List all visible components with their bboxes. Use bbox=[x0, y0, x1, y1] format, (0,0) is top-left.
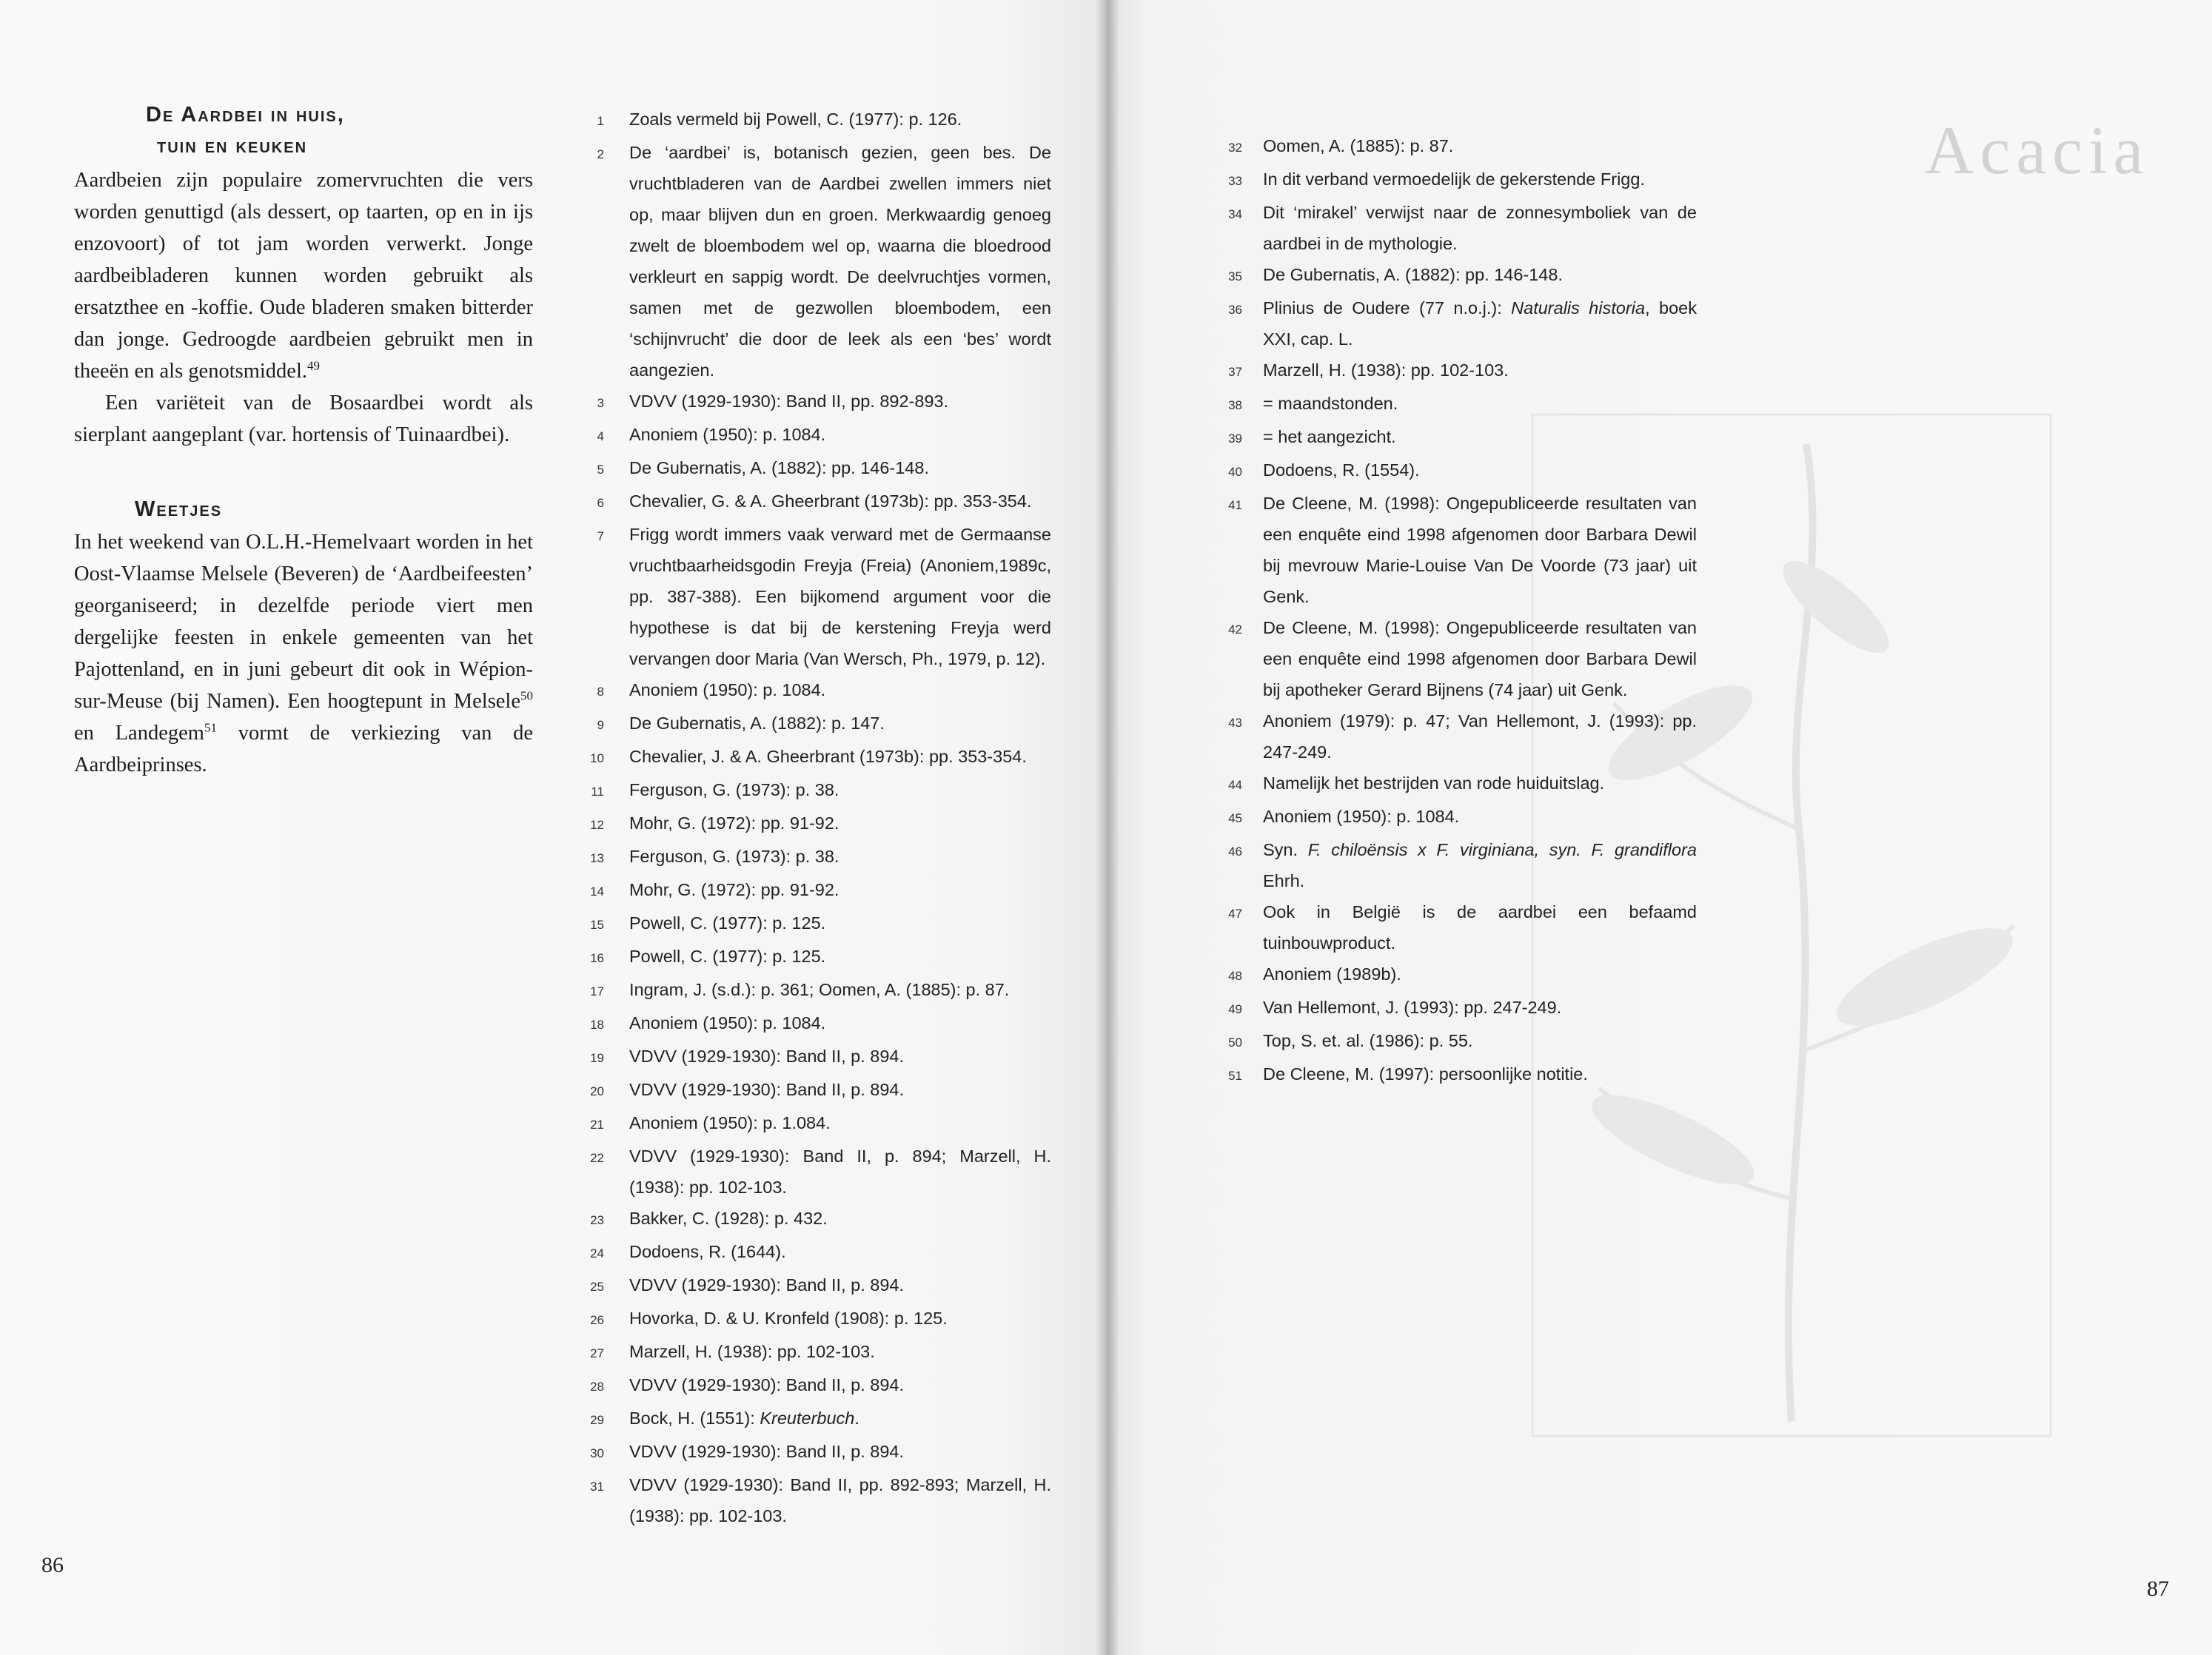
footnote bbox=[585, 486, 1051, 519]
footnote bbox=[585, 1236, 1051, 1269]
footnote-text-main: Anoniem (1989b). bbox=[1263, 964, 1401, 984]
footnote-text bbox=[629, 941, 1051, 972]
footnote bbox=[1223, 612, 1697, 705]
paragraph-festivals bbox=[74, 526, 533, 781]
footnote-number: 25 bbox=[590, 1280, 604, 1294]
footnote-text-main: De Cleene, M. (1998): Ongepubliceerde resultaten van een enquête eind 1998 afgenomen door Barbara Dewil bij mevrouw Marie-Louise Van De Voorde (73 jaar) uit Genk. bbox=[1263, 494, 1697, 606]
footnote bbox=[585, 1469, 1051, 1531]
footnote-italic-title: F. chiloënsis x F. virginiana, syn. F. grandiflora bbox=[1307, 840, 1697, 859]
footnote-number: 14 bbox=[590, 884, 604, 899]
notes-column-left bbox=[585, 104, 1051, 1531]
footnote-text-main: Bakker, C. (1928): p. 432. bbox=[629, 1209, 828, 1228]
footnote-text bbox=[1263, 801, 1697, 832]
paragraph-festivals-text-b: en Landegem bbox=[74, 722, 204, 745]
footnote-text bbox=[1263, 768, 1697, 799]
footnote-number: 23 bbox=[590, 1213, 604, 1227]
footnote-number: 16 bbox=[590, 951, 604, 965]
footnote bbox=[1223, 197, 1697, 259]
footnote-text bbox=[1263, 705, 1697, 768]
footnote bbox=[585, 452, 1051, 486]
footnote-text bbox=[629, 452, 1051, 483]
footnote-text-main: = maandstonden. bbox=[1263, 394, 1398, 413]
footnote-number: 32 bbox=[1228, 141, 1242, 155]
footnote-number: 24 bbox=[590, 1246, 604, 1260]
footnote-number: 41 bbox=[1228, 498, 1242, 512]
footnote-number: 15 bbox=[590, 918, 604, 932]
footnote-text bbox=[1263, 834, 1697, 896]
paragraph-variety: Een variëteit van de Bosaardbei wordt als sierplant aangeplant (var. hortensis of Tuinaardbei). bbox=[74, 392, 533, 446]
footnote bbox=[585, 137, 1051, 386]
footnote-number: 1 bbox=[597, 114, 604, 128]
footnote-number: 30 bbox=[590, 1446, 604, 1460]
footnote-text-main: Zoals vermeld bij Powell, C. (1977): p. 126. bbox=[629, 110, 962, 129]
footnote-text bbox=[629, 486, 1051, 517]
footnote-text bbox=[1263, 292, 1697, 355]
footnote bbox=[1223, 801, 1697, 834]
footnote-number: 5 bbox=[597, 463, 604, 477]
footnote-text-main: De Gubernatis, A. (1882): pp. 146-148. bbox=[1263, 265, 1563, 284]
footnote-text-main: Marzell, H. (1938): pp. 102-103. bbox=[1263, 360, 1509, 380]
footnote-italic-title: Kreuterbuch bbox=[760, 1409, 855, 1428]
footnote-text-main: De Gubernatis, A. (1882): pp. 146-148. bbox=[629, 458, 929, 477]
footnote-number: 49 bbox=[1228, 1002, 1242, 1016]
footnote-text-after: . bbox=[854, 1409, 859, 1428]
footnote-number: 50 bbox=[1228, 1035, 1242, 1050]
footnote-number: 38 bbox=[1228, 398, 1242, 412]
footnote-text bbox=[1263, 259, 1697, 290]
footnote bbox=[585, 1269, 1051, 1303]
footnote-text-main: VDVV (1929-1930): Band II, p. 894. bbox=[629, 1047, 905, 1066]
footnote-text bbox=[629, 808, 1051, 839]
footnote-number: 48 bbox=[1228, 969, 1242, 983]
footnote bbox=[1223, 896, 1697, 959]
footnote bbox=[585, 519, 1051, 674]
footnote-text-main: Chevalier, J. & A. Gheerbrant (1973b): pp. 353-354. bbox=[629, 747, 1027, 766]
footnote-text bbox=[629, 519, 1051, 674]
footnote-ref: 49 bbox=[307, 358, 320, 373]
footnote-text-main: VDVV (1929-1930): Band II, pp. 892-893; Marzell, H. (1938): pp. 102-103. bbox=[629, 1475, 1051, 1525]
footnote-text bbox=[629, 907, 1051, 939]
footnote-number: 37 bbox=[1228, 365, 1242, 379]
main-text-column bbox=[74, 99, 533, 781]
footnote-text-main: Anoniem (1950): p. 1.084. bbox=[629, 1113, 831, 1132]
footnote bbox=[585, 741, 1051, 774]
footnote-text-main: Hovorka, D. & U. Kronfeld (1908): p. 125. bbox=[629, 1309, 948, 1328]
footnote bbox=[585, 1303, 1051, 1336]
footnote-text bbox=[1263, 488, 1697, 612]
footnote-number: 31 bbox=[590, 1480, 604, 1494]
footnote bbox=[585, 974, 1051, 1007]
paragraph-uses-text: Aardbeien zijn populaire zomervruchten die vers worden genuttigd (als dessert, op taarten, op en in ijs enzovoort) of tot jam worden verwerkt. Jonge aardbeibladeren kunnen worden gebruikt als ersatzthee en -koffie. Oude bladeren smaken bitterder dan jonge. Gedroogde aardbeien gebruikt men in theeën en als genotsmiddel. bbox=[74, 169, 533, 383]
footnote-number: 21 bbox=[590, 1118, 604, 1132]
footnote-text-main: Anoniem (1950): p. 1084. bbox=[629, 425, 826, 444]
footnote-text bbox=[629, 419, 1051, 450]
footnote bbox=[585, 774, 1051, 808]
footnote-number: 4 bbox=[597, 429, 604, 443]
footnote bbox=[585, 1074, 1051, 1107]
footnote-number: 13 bbox=[590, 851, 604, 865]
footnote-text-main: Van Hellemont, J. (1993): pp. 247-249. bbox=[1263, 998, 1562, 1017]
footnote-number: 40 bbox=[1228, 465, 1242, 479]
footnote-text bbox=[1263, 612, 1697, 705]
footnote-number: 27 bbox=[590, 1346, 604, 1360]
footnote-number: 43 bbox=[1228, 716, 1242, 730]
footnote-text-main: Anoniem (1950): p. 1084. bbox=[629, 1013, 826, 1033]
footnote bbox=[1223, 834, 1697, 896]
footnote-text-main: De Gubernatis, A. (1882): p. 147. bbox=[629, 714, 885, 733]
footnote bbox=[585, 674, 1051, 708]
footnote-text bbox=[629, 1336, 1051, 1367]
footnote-text-main: Oomen, A. (1885): p. 87. bbox=[1263, 136, 1454, 155]
footnote-text bbox=[1263, 1058, 1697, 1090]
footnote-text bbox=[629, 1436, 1051, 1467]
footnote bbox=[585, 1007, 1051, 1041]
footnote-number: 36 bbox=[1228, 303, 1242, 317]
footnote bbox=[1223, 130, 1697, 164]
footnote bbox=[1223, 292, 1697, 355]
footnote-text-main: = het aangezicht. bbox=[1263, 427, 1396, 446]
footnote bbox=[1223, 259, 1697, 292]
footnote-number: 18 bbox=[590, 1018, 604, 1032]
notes-column-right bbox=[1223, 130, 1697, 1092]
footnote-text bbox=[1263, 130, 1697, 161]
footnote-number: 28 bbox=[590, 1380, 604, 1394]
footnote-text-main: De Cleene, M. (1998): Ongepubliceerde resultaten van een enquête eind 1998 afgenomen door Barbara Dewil bij apotheker Gerard Bijnens (74 jaar) uit Genk. bbox=[1263, 618, 1697, 699]
footnote-text-main: Anoniem (1950): p. 1084. bbox=[629, 680, 826, 699]
footnote-number: 45 bbox=[1228, 811, 1242, 825]
footnote bbox=[585, 1436, 1051, 1469]
footnote-text-main: Mohr, G. (1972): pp. 91-92. bbox=[629, 880, 839, 899]
footnote-text bbox=[629, 1303, 1051, 1334]
footnote-text bbox=[629, 841, 1051, 872]
footnote-text-main: VDVV (1929-1930): Band II, pp. 892-893. bbox=[629, 392, 949, 411]
footnote-text bbox=[629, 741, 1051, 772]
footnote-text-main: VDVV (1929-1930): Band II, p. 894. bbox=[629, 1442, 905, 1461]
footnote-number: 2 bbox=[597, 147, 604, 161]
footnote bbox=[585, 1041, 1051, 1074]
footnote-number: 47 bbox=[1228, 907, 1242, 921]
footnote-text-main: Namelijk het bestrijden van rode huiduitslag. bbox=[1263, 773, 1605, 793]
section-heading-strawberry-home: De Aardbei in huis, bbox=[146, 103, 345, 127]
footnote-text bbox=[1263, 197, 1697, 259]
footnote-text bbox=[1263, 164, 1697, 195]
footnote-text-main: Frigg wordt immers vaak verward met de Germaanse vruchtbaarheidsgodin Freyja (Freia) (Anoniem,1989c, pp. 387-388). Een bijkomend argument voor die hypothese is dat bij de kerstening Freyja werd vervangen door Maria (Van Wersch, Ph., 1979, p. 12). bbox=[629, 525, 1051, 668]
footnote bbox=[1223, 959, 1697, 992]
section-heading-strawberry-home-line2: tuin en keuken bbox=[157, 134, 308, 158]
footnote-italic-title: Naturalis historia bbox=[1511, 298, 1646, 318]
page-number-left: 86 bbox=[41, 1553, 64, 1577]
footnote-text-main: Ferguson, G. (1973): p. 38. bbox=[629, 847, 839, 866]
footnote-text bbox=[629, 1236, 1051, 1267]
footnote-text-main: Anoniem (1979): p. 47; Van Hellemont, J. (1993): pp. 247-249. bbox=[1263, 711, 1697, 762]
footnote-text bbox=[1263, 959, 1697, 990]
footnote-number: 19 bbox=[590, 1051, 604, 1065]
footnote-number: 51 bbox=[1228, 1069, 1242, 1083]
footnote-text-main: Syn. bbox=[1263, 840, 1308, 859]
footnote-number: 44 bbox=[1228, 778, 1242, 792]
footnote bbox=[585, 1203, 1051, 1236]
footnote-text bbox=[629, 386, 1051, 417]
footnote-number: 8 bbox=[597, 685, 604, 699]
footnote-number: 20 bbox=[590, 1084, 604, 1098]
footnote bbox=[585, 419, 1051, 452]
footnote-text bbox=[629, 1041, 1051, 1072]
footnote bbox=[585, 708, 1051, 741]
footnote-number: 6 bbox=[597, 496, 604, 510]
footnote-ref: 51 bbox=[204, 720, 217, 735]
footnote-text-main: Ook in België is de aardbei een befaamd tuinbouwproduct. bbox=[1263, 902, 1697, 953]
footnote bbox=[585, 104, 1051, 137]
footnote-text bbox=[1263, 388, 1697, 419]
paragraph-festivals-text-a: In het weekend van O.L.H.-Hemelvaart worden in het Oost-Vlaamse Melsele (Beveren) de ‘Aardbeifeesten’ georganiseerd; in dezelfde periode viert men dergelijke feesten in enkele gemeenten van het Pajottenland, en in juni gebeurt dit ook in Wépion-sur-Meuse (bij Namen). Een hoogtepunt in Melsele bbox=[74, 531, 533, 713]
footnote bbox=[585, 874, 1051, 907]
footnote-text-main: Dit ‘mirakel’ verwijst naar de zonnesymboliek van de aardbei in de mythologie. bbox=[1263, 203, 1697, 253]
footnote-number: 7 bbox=[597, 529, 604, 543]
footnote-number: 3 bbox=[597, 396, 604, 410]
footnote bbox=[585, 907, 1051, 941]
footnote-text bbox=[629, 1469, 1051, 1531]
footnote-number: 9 bbox=[597, 718, 604, 732]
footnote-number: 35 bbox=[1228, 269, 1242, 283]
footnote bbox=[585, 808, 1051, 841]
footnote-number: 11 bbox=[591, 785, 604, 799]
footnote bbox=[1223, 768, 1697, 801]
footnote-number: 29 bbox=[590, 1413, 604, 1427]
footnote-text bbox=[629, 1403, 1051, 1434]
footnote-number: 34 bbox=[1228, 207, 1242, 221]
footnote-text-main: Ingram, J. (s.d.): p. 361; Oomen, A. (1885): p. 87. bbox=[629, 980, 1010, 999]
show-through-title: Acacia bbox=[1925, 113, 2150, 188]
footnote-number: 26 bbox=[590, 1313, 604, 1327]
footnote-text bbox=[629, 974, 1051, 1005]
footnote-text-main: VDVV (1929-1930): Band II, p. 894. bbox=[629, 1375, 905, 1394]
footnote bbox=[1223, 454, 1697, 488]
footnote-text bbox=[1263, 355, 1697, 386]
footnote-number: 12 bbox=[590, 818, 604, 832]
footnote-number: 10 bbox=[590, 751, 604, 765]
section-heading-weetjes: Weetjes bbox=[135, 497, 223, 521]
footnote-text bbox=[629, 674, 1051, 705]
footnote-text-main: Ferguson, G. (1973): p. 38. bbox=[629, 780, 839, 799]
footnote-text bbox=[629, 874, 1051, 905]
footnote bbox=[1223, 355, 1697, 388]
footnote-text-main: Anoniem (1950): p. 1084. bbox=[1263, 807, 1460, 826]
footnote-text-main: Dodoens, R. (1644). bbox=[629, 1242, 786, 1261]
footnote-text-main: Bock, H. (1551): bbox=[629, 1409, 760, 1428]
footnote-text-main: Powell, C. (1977): p. 125. bbox=[629, 913, 826, 933]
footnote bbox=[585, 941, 1051, 974]
footnote-text-main: VDVV (1929-1930): Band II, p. 894. bbox=[629, 1080, 905, 1099]
footnote bbox=[1223, 488, 1697, 612]
footnote-number: 39 bbox=[1228, 432, 1242, 446]
footnote-text-main: VDVV (1929-1930): Band II, p. 894. bbox=[629, 1275, 905, 1295]
footnote-text-main: Plinius de Oudere (77 n.o.j.): bbox=[1263, 298, 1512, 318]
footnote-number: 22 bbox=[590, 1151, 604, 1165]
footnote-text bbox=[1263, 1025, 1697, 1056]
footnote bbox=[1223, 992, 1697, 1025]
footnote-number: 42 bbox=[1228, 622, 1242, 637]
paragraph-festivals-text-c: vormt de verkiezing van de Aardbeiprinses. bbox=[74, 722, 533, 776]
footnote-text bbox=[1263, 896, 1697, 959]
paragraph-uses bbox=[74, 164, 533, 387]
footnote-text bbox=[629, 104, 1051, 135]
footnote-number: 46 bbox=[1228, 845, 1242, 859]
footnote-text bbox=[629, 1141, 1051, 1203]
footnote bbox=[585, 386, 1051, 419]
footnote-text-main: Powell, C. (1977): p. 125. bbox=[629, 947, 826, 966]
footnote-text bbox=[629, 1007, 1051, 1038]
footnote-number: 33 bbox=[1228, 174, 1242, 188]
footnote-text bbox=[629, 774, 1051, 805]
footnote-text-main: Top, S. et. al. (1986): p. 55. bbox=[1263, 1031, 1473, 1050]
footnote-text bbox=[629, 1269, 1051, 1300]
footnote-text-main: Dodoens, R. (1554). bbox=[1263, 460, 1420, 480]
footnote bbox=[1223, 421, 1697, 454]
footnote bbox=[585, 841, 1051, 874]
footnote-text-main: VDVV (1929-1930): Band II, p. 894; Marzell, H. (1938): pp. 102-103. bbox=[629, 1147, 1051, 1197]
footnote-text bbox=[629, 137, 1051, 386]
footnote-text bbox=[629, 1369, 1051, 1400]
footnote-text bbox=[629, 1107, 1051, 1138]
footnote-text-main: In dit verband vermoedelijk de gekerstende Frigg. bbox=[1263, 169, 1645, 189]
footnote bbox=[585, 1107, 1051, 1141]
footnote bbox=[1223, 705, 1697, 768]
footnote-text bbox=[1263, 454, 1697, 486]
footnote-text-main: Marzell, H. (1938): pp. 102-103. bbox=[629, 1342, 875, 1361]
footnote-text-after: Ehrh. bbox=[1263, 871, 1305, 890]
page-number-right: 87 bbox=[2147, 1577, 2169, 1601]
footnote-ref: 50 bbox=[520, 688, 533, 703]
footnote bbox=[1223, 164, 1697, 197]
footnote-text bbox=[629, 708, 1051, 739]
footnote-text bbox=[1263, 992, 1697, 1023]
footnote bbox=[1223, 388, 1697, 421]
footnote-text-main: De ‘aardbei’ is, botanisch gezien, geen bes. De vruchtbladeren van de Aardbei zwellen immers niet op, maar blijven dun en groen. Merkwaardig genoeg zwelt de bloembodem wel op, waarna die bloedrood verkleurt en sappig wordt. De deelvruchtjes vormen, samen met de gezwollen bloembodem, een ‘schijnvrucht’ die door de leek als een ‘bes’ wordt aangezien. bbox=[629, 143, 1051, 380]
footnote bbox=[585, 1141, 1051, 1203]
footnote bbox=[1223, 1025, 1697, 1058]
footnote bbox=[585, 1336, 1051, 1369]
footnote-text-main: De Cleene, M. (1997): persoonlijke notitie. bbox=[1263, 1064, 1588, 1084]
footnote bbox=[585, 1369, 1051, 1403]
footnote-text-main: Chevalier, G. & A. Gheerbrant (1973b): pp. 353-354. bbox=[629, 491, 1032, 511]
footnote-number: 17 bbox=[590, 984, 604, 998]
footnote bbox=[585, 1403, 1051, 1436]
footnote-text bbox=[629, 1074, 1051, 1105]
footnote-text-after: , boek XXI, cap. L. bbox=[1263, 298, 1697, 349]
footnote-text-main: Mohr, G. (1972): pp. 91-92. bbox=[629, 813, 839, 833]
footnote bbox=[1223, 1058, 1697, 1092]
book-gutter bbox=[1096, 0, 1119, 1655]
footnote-text bbox=[629, 1203, 1051, 1234]
footnote-text bbox=[1263, 421, 1697, 452]
